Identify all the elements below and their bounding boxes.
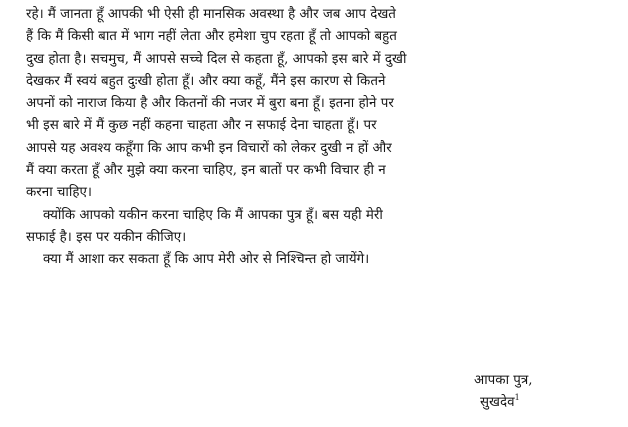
letter-line: क्या मैं आशा कर सकता हूँ कि आप मेरी ओर से निश्चिन्त हो जायेंगे। bbox=[43, 252, 370, 268]
letter-line: रहे। मैं जानता हूँ आपकी भी ऐसी ही मानसिक अवस्था है और जब आप देखते bbox=[26, 7, 396, 22]
letter-line: दुख होता है। सचमुच, मैं आपसे सच्चे दिल से कहता हूँ, आपको इस बारे में दुखी bbox=[26, 51, 407, 67]
closing-line: आपका पुत्र, bbox=[474, 373, 533, 388]
letter-line: भी इस बारे में मैं कुछ नहीं कहना चाहता और न सफाई देना चाहता हूँ। पर bbox=[26, 118, 377, 134]
letter-line: हैं कि मैं किसी बात में भाग नहीं लेता और हमेशा चुप रहता हूँ तो आपको बहुत bbox=[26, 29, 397, 45]
letter-line: करना चाहिए। bbox=[26, 185, 92, 201]
letter-line: क्योंकि आपको यकीन करना चाहिए कि मैं आपका पुत्र हूँ। बस यही मेरी bbox=[43, 207, 383, 223]
signature-name: सुखदेव bbox=[480, 395, 515, 410]
letter-line: मैं क्या करता हूँ और मुझे क्या करना चाहिए, इन बातों पर कभी विचार ही न bbox=[26, 163, 386, 179]
letter-line: अपनों को नाराज किया है और कितनों की नजर में बुरा बना हूँ। इतना होने पर bbox=[26, 96, 394, 112]
letter-line: सफाई है। इस पर यकीन कीजिए। bbox=[26, 229, 187, 245]
letter-body bbox=[26, 4, 616, 272]
letter-line: देखकर मैं स्वयं बहुत दुःखी होता हूँ। और क्या कहूँ, मैंने इस कारण से कितने bbox=[26, 73, 386, 89]
footnote-marker: 1 bbox=[514, 393, 520, 402]
letter-line: आपसे यह अवश्य कहूँगा कि आप कभी इन विचारों को लेकर दुखी न हों और bbox=[26, 140, 392, 156]
letter-signoff bbox=[474, 370, 624, 414]
signature-line bbox=[474, 392, 624, 414]
